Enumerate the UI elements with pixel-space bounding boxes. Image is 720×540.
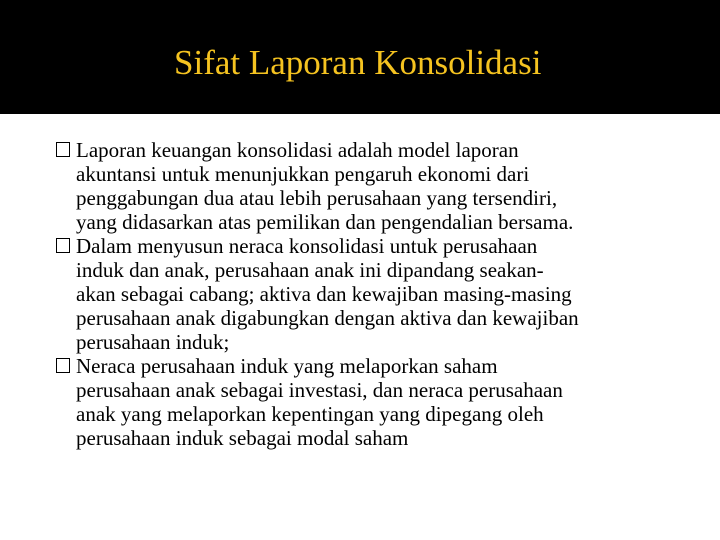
bullet-item-1 — [0, 138, 720, 234]
bullet-line: Laporan keuangan konsolidasi adalah model laporan — [76, 138, 519, 162]
bullet-list — [0, 138, 720, 450]
bullet-item-2 — [0, 234, 720, 354]
bullet-line: anak yang melaporkan kepentingan yang dipegang oleh — [76, 402, 544, 426]
bullet-line: akuntansi untuk menunjukkan pengaruh ekonomi dari — [76, 162, 530, 186]
bullet-line: yang didasarkan atas pemilikan dan pengendalian bersama. — [76, 210, 574, 234]
square-bullet-icon — [56, 142, 70, 157]
bullet-line: akan sebagai cabang; aktiva dan kewajiban masing-masing — [76, 282, 572, 306]
bullet-line: perusahaan anak digabungkan dengan aktiva dan kewajiban — [76, 306, 579, 330]
slide-title: Sifat Laporan Konsolidasi — [174, 43, 542, 82]
square-bullet-icon — [56, 238, 70, 253]
bullet-line: penggabungan dua atau lebih perusahaan yang tersendiri, — [76, 186, 558, 210]
bullet-line: induk dan anak, perusahaan anak ini dipandang seakan- — [76, 258, 544, 282]
square-bullet-icon — [56, 358, 70, 373]
bullet-item-3 — [0, 354, 720, 450]
bullet-line: Dalam menyusun neraca konsolidasi untuk perusahaan — [76, 234, 538, 258]
bullet-line: perusahaan induk sebagai modal saham — [76, 426, 409, 450]
bullet-line: perusahaan induk; — [76, 330, 230, 354]
title-band — [0, 0, 720, 114]
bullet-line: perusahaan anak sebagai investasi, dan neraca perusahaan — [76, 378, 563, 402]
bullet-line: Neraca perusahaan induk yang melaporkan saham — [76, 354, 498, 378]
